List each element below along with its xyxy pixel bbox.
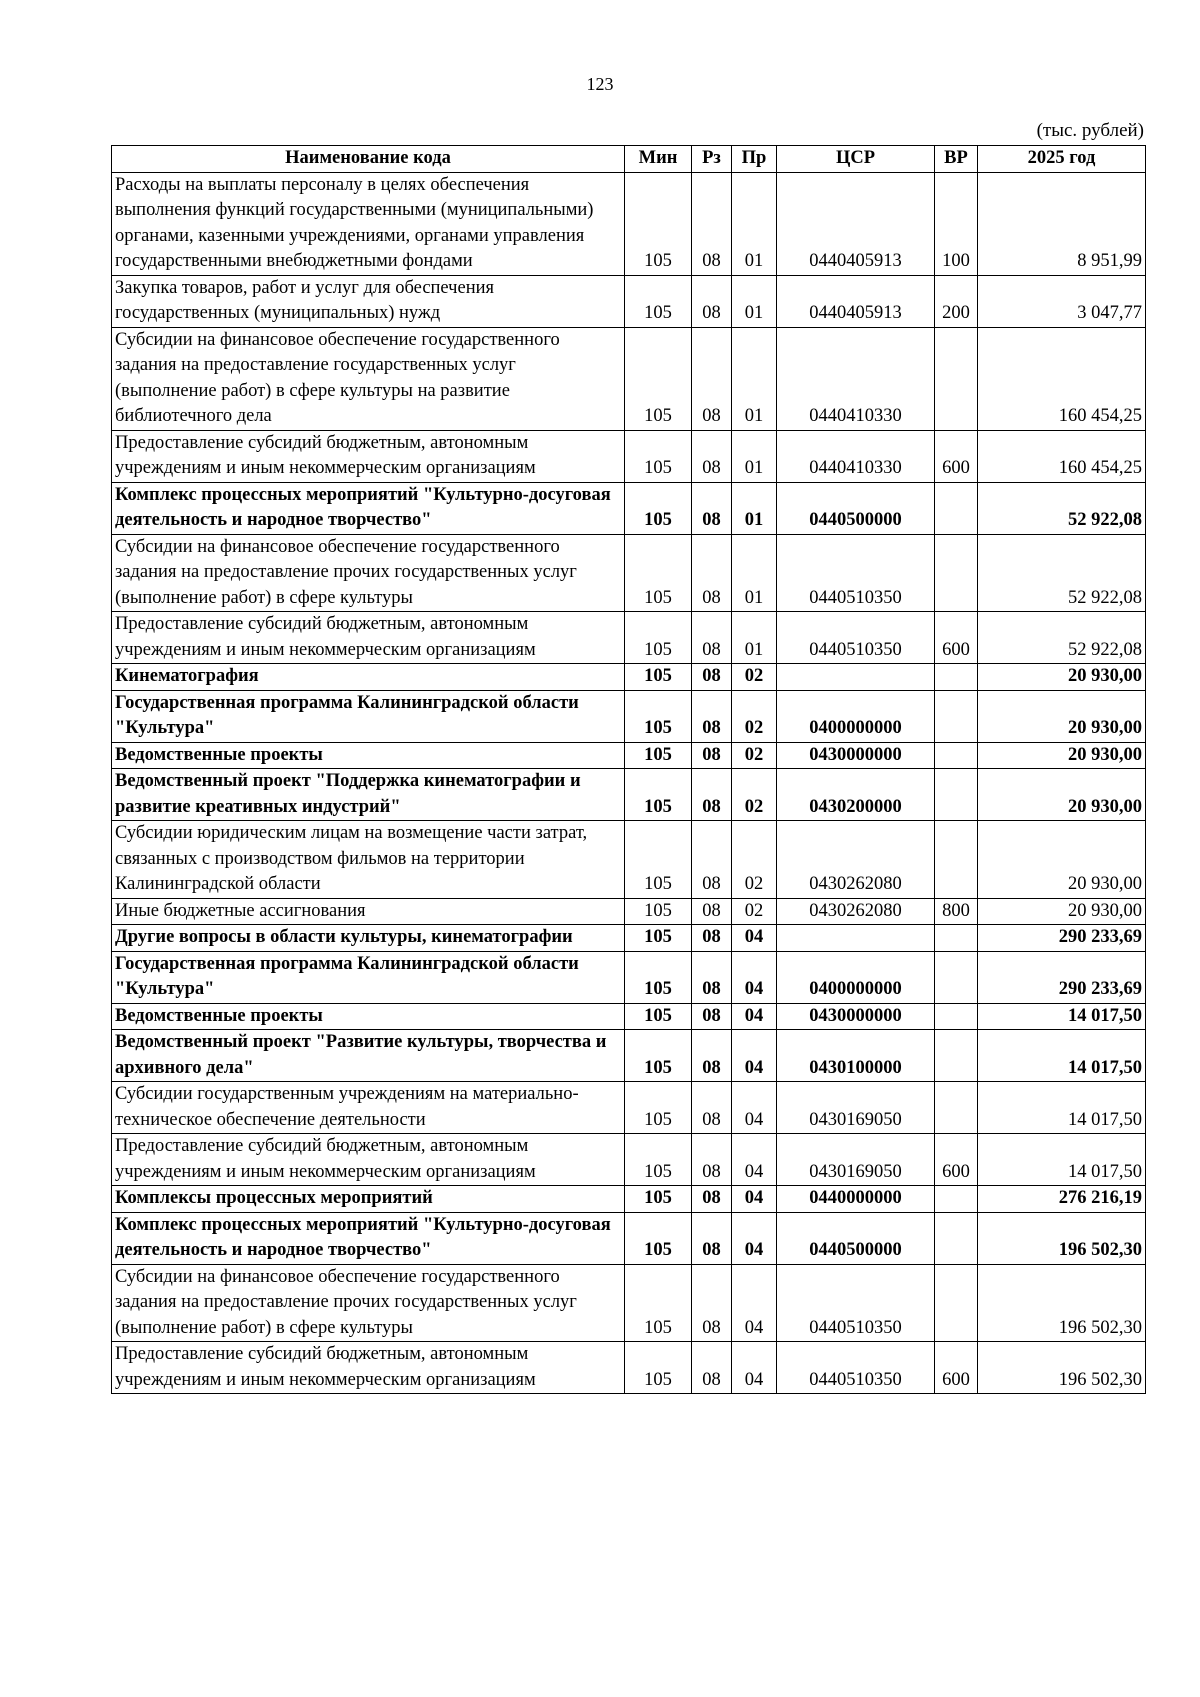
row-min: 105 (625, 1186, 692, 1213)
row-name: Субсидии юридическим лицам на возмещение части затрат, связанных с производством фильмов на территории Калининградской области (112, 821, 625, 899)
table-row (112, 534, 1146, 612)
row-min: 105 (625, 1030, 692, 1082)
row-min: 105 (625, 821, 692, 899)
row-csr: 0430169050 (777, 1082, 935, 1134)
row-pr: 02 (732, 742, 777, 769)
row-min: 105 (625, 1134, 692, 1186)
table-row (112, 1212, 1146, 1264)
table-row (112, 898, 1146, 925)
row-pr: 02 (732, 898, 777, 925)
row-csr: 0430100000 (777, 1030, 935, 1082)
row-min: 105 (625, 1082, 692, 1134)
row-vr (935, 1003, 978, 1030)
header-min: Мин (625, 146, 692, 173)
row-amount: 52 922,08 (978, 612, 1146, 664)
header-rz: Рз (692, 146, 732, 173)
row-min: 105 (625, 769, 692, 821)
page-number: 123 (586, 74, 614, 94)
row-name: Субсидии на финансовое обеспечение государственного задания на предоставление прочих государственных услуг (выполнение работ) в сфере культуры (112, 534, 625, 612)
row-vr: 600 (935, 1342, 978, 1394)
row-rz: 08 (692, 534, 732, 612)
row-amount: 160 454,25 (978, 327, 1146, 430)
row-amount: 52 922,08 (978, 482, 1146, 534)
row-pr: 02 (732, 664, 777, 691)
table-row (112, 1264, 1146, 1342)
row-vr (935, 769, 978, 821)
row-amount: 14 017,50 (978, 1082, 1146, 1134)
row-min: 105 (625, 1264, 692, 1342)
row-csr: 0430000000 (777, 742, 935, 769)
row-csr (777, 925, 935, 952)
row-amount: 14 017,50 (978, 1134, 1146, 1186)
row-csr: 0440510350 (777, 1264, 935, 1342)
row-vr (935, 1264, 978, 1342)
row-min: 105 (625, 1342, 692, 1394)
row-pr: 04 (732, 1003, 777, 1030)
header-year: 2025 год (978, 146, 1146, 173)
row-csr: 0430169050 (777, 1134, 935, 1186)
row-csr: 0440500000 (777, 1212, 935, 1264)
row-name: Ведомственные проекты (112, 742, 625, 769)
row-name: Государственная программа Калининградской области "Культура" (112, 951, 625, 1003)
row-rz: 08 (692, 612, 732, 664)
table-row (112, 1186, 1146, 1213)
row-pr: 04 (732, 1030, 777, 1082)
row-min: 105 (625, 172, 692, 275)
row-csr: 0440410330 (777, 430, 935, 482)
row-csr: 0440000000 (777, 1186, 935, 1213)
row-amount: 160 454,25 (978, 430, 1146, 482)
row-pr: 01 (732, 482, 777, 534)
row-pr: 04 (732, 1186, 777, 1213)
table-row (112, 482, 1146, 534)
row-amount: 14 017,50 (978, 1030, 1146, 1082)
row-pr: 04 (732, 925, 777, 952)
table-header-row (112, 146, 1146, 173)
row-pr: 01 (732, 327, 777, 430)
row-amount: 290 233,69 (978, 951, 1146, 1003)
row-csr: 0400000000 (777, 690, 935, 742)
row-pr: 01 (732, 275, 777, 327)
row-min: 105 (625, 664, 692, 691)
row-amount: 20 930,00 (978, 664, 1146, 691)
row-rz: 08 (692, 951, 732, 1003)
row-rz: 08 (692, 482, 732, 534)
table-row (112, 1003, 1146, 1030)
row-rz: 08 (692, 925, 732, 952)
row-pr: 02 (732, 690, 777, 742)
row-pr: 01 (732, 612, 777, 664)
row-vr (935, 925, 978, 952)
row-pr: 01 (732, 172, 777, 275)
row-rz: 08 (692, 1212, 732, 1264)
row-csr: 0440500000 (777, 482, 935, 534)
header-pr: Пр (732, 146, 777, 173)
row-csr: 0430200000 (777, 769, 935, 821)
row-amount: 196 502,30 (978, 1342, 1146, 1394)
row-name: Комплекс процессных мероприятий "Культурно-досуговая деятельность и народное творчество" (112, 482, 625, 534)
row-amount: 20 930,00 (978, 690, 1146, 742)
row-csr (777, 664, 935, 691)
table-row (112, 1134, 1146, 1186)
table-row (112, 1030, 1146, 1082)
row-vr (935, 664, 978, 691)
row-pr: 04 (732, 1264, 777, 1342)
row-rz: 08 (692, 327, 732, 430)
row-rz: 08 (692, 769, 732, 821)
row-vr (935, 1030, 978, 1082)
row-rz: 08 (692, 821, 732, 899)
row-csr: 0440510350 (777, 612, 935, 664)
row-min: 105 (625, 951, 692, 1003)
table-row (112, 275, 1146, 327)
table-row (112, 327, 1146, 430)
table-row (112, 742, 1146, 769)
row-vr (935, 1186, 978, 1213)
row-rz: 08 (692, 275, 732, 327)
table-row (112, 925, 1146, 952)
table-row (112, 612, 1146, 664)
row-vr (935, 821, 978, 899)
row-amount: 276 216,19 (978, 1186, 1146, 1213)
row-pr: 04 (732, 951, 777, 1003)
row-name: Ведомственный проект "Развитие культуры, творчества и архивного дела" (112, 1030, 625, 1082)
budget-table (111, 145, 1146, 1394)
row-csr: 0400000000 (777, 951, 935, 1003)
row-name: Комплексы процессных мероприятий (112, 1186, 625, 1213)
row-pr: 01 (732, 534, 777, 612)
row-min: 105 (625, 534, 692, 612)
table-row (112, 1342, 1146, 1394)
row-rz: 08 (692, 430, 732, 482)
row-min: 105 (625, 742, 692, 769)
row-vr: 200 (935, 275, 978, 327)
row-name: Предоставление субсидий бюджетным, автономным учреждениям и иным некоммерческим организациям (112, 612, 625, 664)
table-body (112, 172, 1146, 1394)
row-pr: 04 (732, 1134, 777, 1186)
row-min: 105 (625, 1003, 692, 1030)
row-pr: 04 (732, 1082, 777, 1134)
row-amount: 20 930,00 (978, 742, 1146, 769)
row-csr: 0440410330 (777, 327, 935, 430)
table-row (112, 430, 1146, 482)
row-name: Ведомственный проект "Поддержка кинематографии и развитие креативных индустрий" (112, 769, 625, 821)
row-amount: 52 922,08 (978, 534, 1146, 612)
table-row (112, 769, 1146, 821)
units-caption: (тыс. рублей) (1036, 120, 1144, 141)
row-min: 105 (625, 690, 692, 742)
row-rz: 08 (692, 898, 732, 925)
row-vr: 600 (935, 1134, 978, 1186)
row-rz: 08 (692, 690, 732, 742)
row-vr: 100 (935, 172, 978, 275)
row-vr (935, 742, 978, 769)
row-csr: 0430262080 (777, 898, 935, 925)
table-row (112, 1082, 1146, 1134)
row-csr: 0440510350 (777, 1342, 935, 1394)
row-amount: 20 930,00 (978, 898, 1146, 925)
row-rz: 08 (692, 664, 732, 691)
row-vr (935, 327, 978, 430)
row-amount: 196 502,30 (978, 1212, 1146, 1264)
row-name: Субсидии на финансовое обеспечение государственного задания на предоставление государственных услуг (выполнение работ) в сфере культуры на развитие библиотечного дела (112, 327, 625, 430)
row-name: Государственная программа Калининградской области "Культура" (112, 690, 625, 742)
row-vr: 600 (935, 612, 978, 664)
row-pr: 01 (732, 430, 777, 482)
row-name: Комплекс процессных мероприятий "Культурно-досуговая деятельность и народное творчество" (112, 1212, 625, 1264)
row-name: Предоставление субсидий бюджетным, автономным учреждениям и иным некоммерческим организациям (112, 430, 625, 482)
row-min: 105 (625, 275, 692, 327)
row-name: Субсидии на финансовое обеспечение государственного задания на предоставление прочих государственных услуг (выполнение работ) в сфере культуры (112, 1264, 625, 1342)
row-vr: 600 (935, 430, 978, 482)
row-name: Кинематография (112, 664, 625, 691)
row-amount: 14 017,50 (978, 1003, 1146, 1030)
row-rz: 08 (692, 742, 732, 769)
row-pr: 04 (732, 1342, 777, 1394)
row-amount: 8 951,99 (978, 172, 1146, 275)
table-row (112, 821, 1146, 899)
row-name: Субсидии государственным учреждениям на материально-техническое обеспечение деятельности (112, 1082, 625, 1134)
row-csr: 0440405913 (777, 275, 935, 327)
row-amount: 196 502,30 (978, 1264, 1146, 1342)
row-min: 105 (625, 482, 692, 534)
row-rz: 08 (692, 1186, 732, 1213)
row-min: 105 (625, 327, 692, 430)
table-row (112, 951, 1146, 1003)
row-vr: 800 (935, 898, 978, 925)
table-row (112, 664, 1146, 691)
row-amount: 20 930,00 (978, 821, 1146, 899)
row-rz: 08 (692, 1030, 732, 1082)
row-csr: 0430262080 (777, 821, 935, 899)
row-rz: 08 (692, 1003, 732, 1030)
row-min: 105 (625, 430, 692, 482)
row-name: Ведомственные проекты (112, 1003, 625, 1030)
table-row (112, 690, 1146, 742)
table-row (112, 172, 1146, 275)
header-name: Наименование кода (112, 146, 625, 173)
row-rz: 08 (692, 1082, 732, 1134)
row-csr: 0440510350 (777, 534, 935, 612)
row-name: Иные бюджетные ассигнования (112, 898, 625, 925)
row-vr (935, 690, 978, 742)
row-csr: 0430000000 (777, 1003, 935, 1030)
row-name: Предоставление субсидий бюджетным, автономным учреждениям и иным некоммерческим организациям (112, 1134, 625, 1186)
row-rz: 08 (692, 1342, 732, 1394)
row-name: Закупка товаров, работ и услуг для обеспечения государственных (муниципальных) нужд (112, 275, 625, 327)
header-csr: ЦСР (777, 146, 935, 173)
row-pr: 04 (732, 1212, 777, 1264)
row-vr (935, 482, 978, 534)
row-rz: 08 (692, 1134, 732, 1186)
row-amount: 20 930,00 (978, 769, 1146, 821)
row-vr (935, 1212, 978, 1264)
row-vr (935, 1082, 978, 1134)
row-rz: 08 (692, 1264, 732, 1342)
row-amount: 290 233,69 (978, 925, 1146, 952)
row-min: 105 (625, 925, 692, 952)
row-min: 105 (625, 898, 692, 925)
row-csr: 0440405913 (777, 172, 935, 275)
header-vr: ВР (935, 146, 978, 173)
row-name: Другие вопросы в области культуры, кинематографии (112, 925, 625, 952)
row-min: 105 (625, 612, 692, 664)
row-pr: 02 (732, 821, 777, 899)
row-vr (935, 951, 978, 1003)
row-pr: 02 (732, 769, 777, 821)
row-name: Расходы на выплаты персоналу в целях обеспечения выполнения функций государственными (муниципальными) органами, казенными учреждениями, органами управления государственными внебюджетными фондами (112, 172, 625, 275)
row-rz: 08 (692, 172, 732, 275)
row-amount: 3 047,77 (978, 275, 1146, 327)
row-min: 105 (625, 1212, 692, 1264)
row-vr (935, 534, 978, 612)
row-name: Предоставление субсидий бюджетным, автономным учреждениям и иным некоммерческим организациям (112, 1342, 625, 1394)
